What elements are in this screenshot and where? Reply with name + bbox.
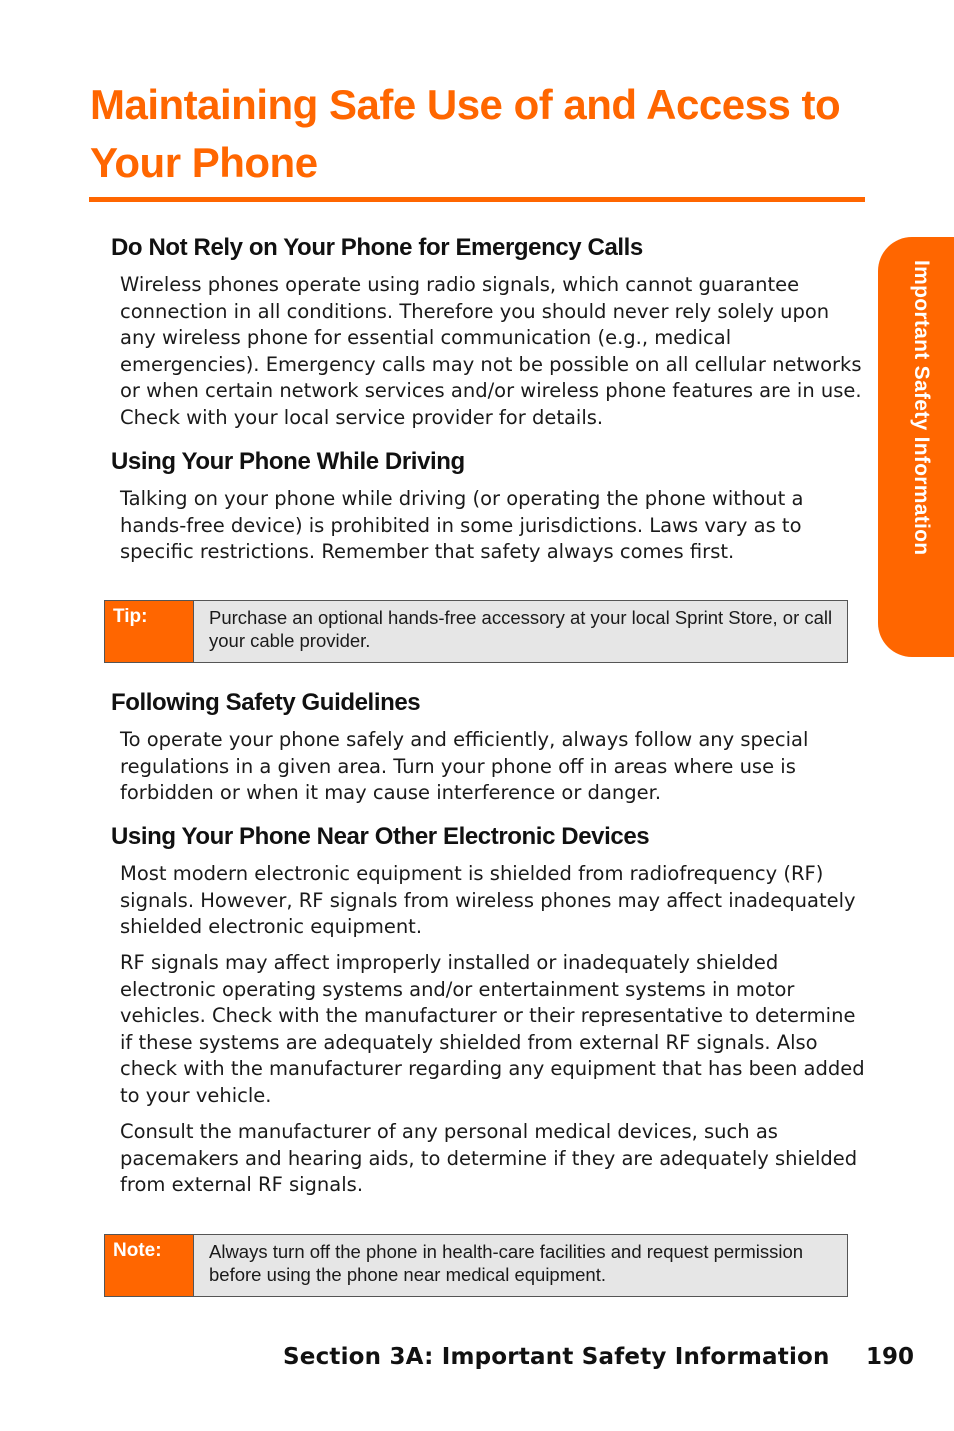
note-callout: [104, 1234, 848, 1297]
paragraph-safety-guidelines: To operate your phone safely and efficiently, always follow any special regulations in a given area. Turn your phone off in areas where use is forbidden or when it may cause interference or danger.: [120, 728, 809, 805]
tip-text: Purchase an optional hands-free accessory at your local Sprint Store, or call your cable provider.: [209, 607, 833, 651]
side-tab-label: Important Safety Information: [910, 260, 933, 556]
paragraph-electronic-devices-3: Consult the manufacturer of any personal medical devices, such as pacemakers and hearing aids, to determine if they are adequately shielded from external RF signals.: [120, 1120, 858, 1197]
section-heading-electronic-devices: Using Your Phone Near Other Electronic Devices: [111, 823, 650, 850]
tip-label: Tip:: [105, 601, 194, 662]
page-title: Maintaining Safe Use of and Access to Your Phone: [90, 81, 841, 186]
note-text: Always turn off the phone in health-care facilities and request permission before using the phone near medical equipment.: [209, 1241, 804, 1285]
section-heading-emergency-calls: Do Not Rely on Your Phone for Emergency Calls: [111, 234, 643, 261]
footer-page-number: 190: [866, 1344, 915, 1370]
section-heading-driving: Using Your Phone While Driving: [111, 448, 465, 475]
paragraph-electronic-devices-1: Most modern electronic equipment is shielded from radiofrequency (RF) signals. However, RF signals from wireless phones may affect inadequately shielded electronic equipment.: [120, 862, 856, 939]
section-heading-safety-guidelines: Following Safety Guidelines: [111, 689, 421, 716]
paragraph-electronic-devices-2: RF signals may affect improperly installed or inadequately shielded electronic operating systems and/or entertainment systems in motor vehicles. Check with the manufacturer or their representative to determine if these systems are adequately shielded from external RF signals. Also check with the manufacturer regarding any equipment that has been added to your vehicle.: [120, 951, 865, 1107]
paragraph-driving: Talking on your phone while driving (or operating the phone without a hands-free device) is prohibited in some jurisdictions. Laws vary as to specific restrictions. Remember that safety always comes first.: [120, 487, 804, 564]
tip-callout: [104, 600, 848, 663]
paragraph-emergency-calls: Wireless phones operate using radio signals, which cannot guarantee connection in all conditions. Therefore you should never rely solely upon any wireless phone for essential communication (e.g., medical emergencies). Emergency calls may not be possible on all cellular networks or when certain network services and/or wireless phone features are in use. Check with your local service provider for details.: [120, 273, 862, 429]
title-underline: [89, 197, 865, 202]
footer-section-title: Section 3A: Important Safety Information: [283, 1344, 830, 1370]
note-label: Note:: [105, 1235, 194, 1296]
